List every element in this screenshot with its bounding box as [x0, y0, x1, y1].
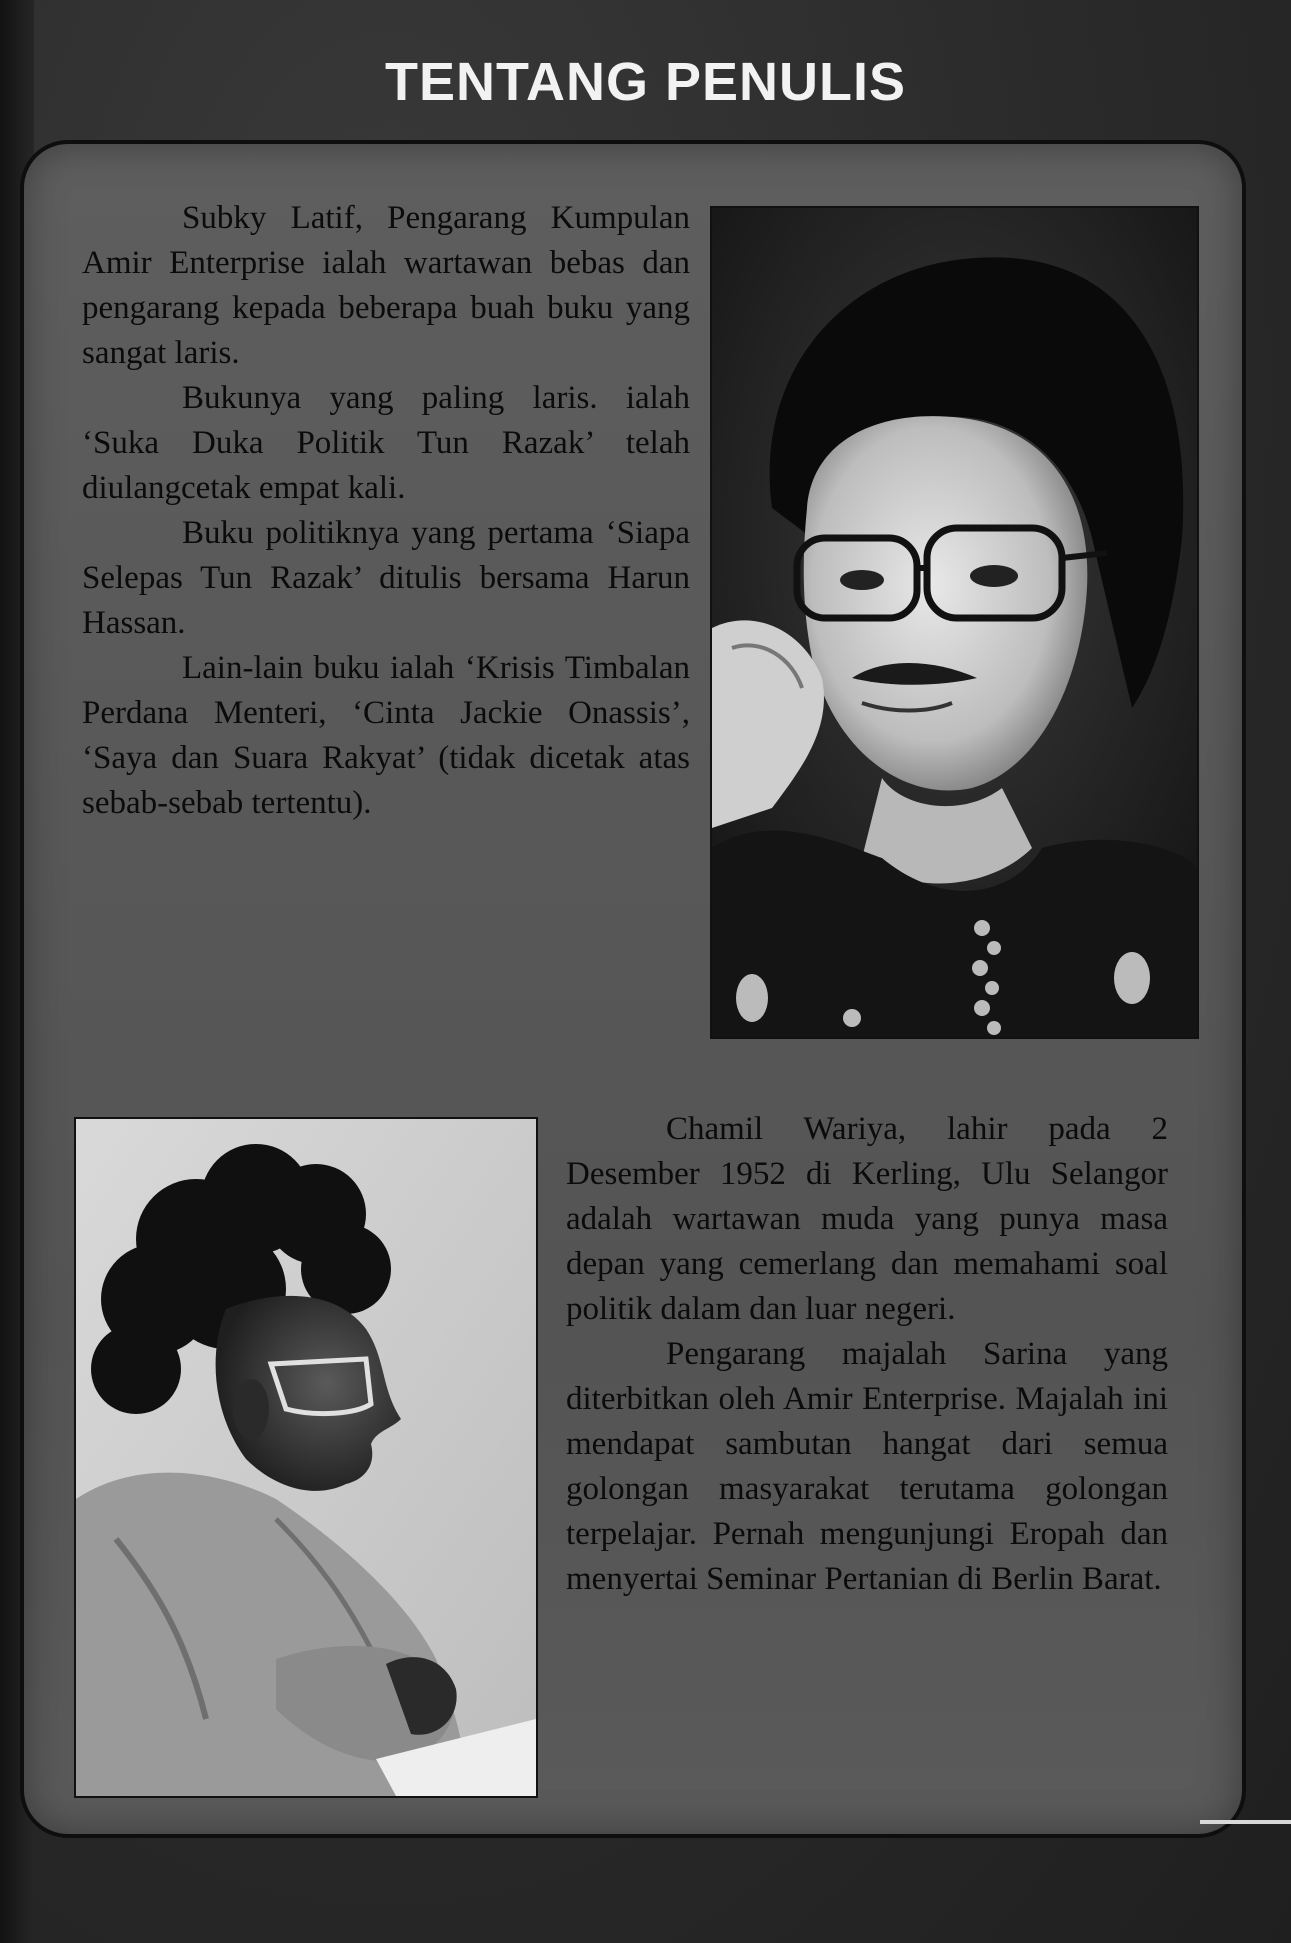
page-title: TENTANG PENULIS — [384, 52, 906, 112]
page-edge-line — [1200, 1820, 1291, 1824]
author-1-paragraph: Bukunya yang paling laris. ialah ‘Suka Duka Politik Tun Razak’ telah diulangcetak empat kali. — [82, 380, 690, 506]
author-1-paragraph: Lain-lain buku ialah ‘Krisis Timbalan Perdana Menteri, ‘Cinta Jackie Onassis’, ‘Saya dan Suara Rakyat’ (tidak dicetak atas sebab-sebab tertentu). — [82, 650, 690, 821]
author-1-bio — [82, 196, 690, 826]
author-2-profile-image — [76, 1119, 536, 1796]
author-2-profile-photo — [74, 1117, 538, 1798]
author-1-paragraph: Subky Latif, Pengarang Kumpulan Amir Enterprise ialah wartawan bebas dan pengarang kepada beberapa buah buku yang sangat laris. — [82, 200, 690, 371]
author-2-paragraph: Pengarang majalah Sarina yang diterbitkan oleh Amir Enterprise. Majalah ini mendapat sambutan hangat dari semua golongan masyarakat terutama golongan terpelajar. Pernah mengunjungi Eropah dan menyertai Seminar Pertanian di Berlin Barat. — [566, 1336, 1168, 1597]
author-1-paragraph: Buku politiknya yang pertama ‘Siapa Selepas Tun Razak’ ditulis bersama Harun Hassan. — [82, 515, 690, 641]
author-1-portrait-photo — [710, 206, 1199, 1039]
author-2-paragraph: Chamil Wariya, lahir pada 2 Desember 1952 di Kerling, Ulu Selangor adalah wartawan muda yang punya masa depan yang cemerlang dan memahami soal politik dalam dan luar negeri. — [566, 1111, 1168, 1327]
author-2-bio — [566, 1107, 1168, 1602]
author-1-portrait-image — [712, 208, 1197, 1037]
